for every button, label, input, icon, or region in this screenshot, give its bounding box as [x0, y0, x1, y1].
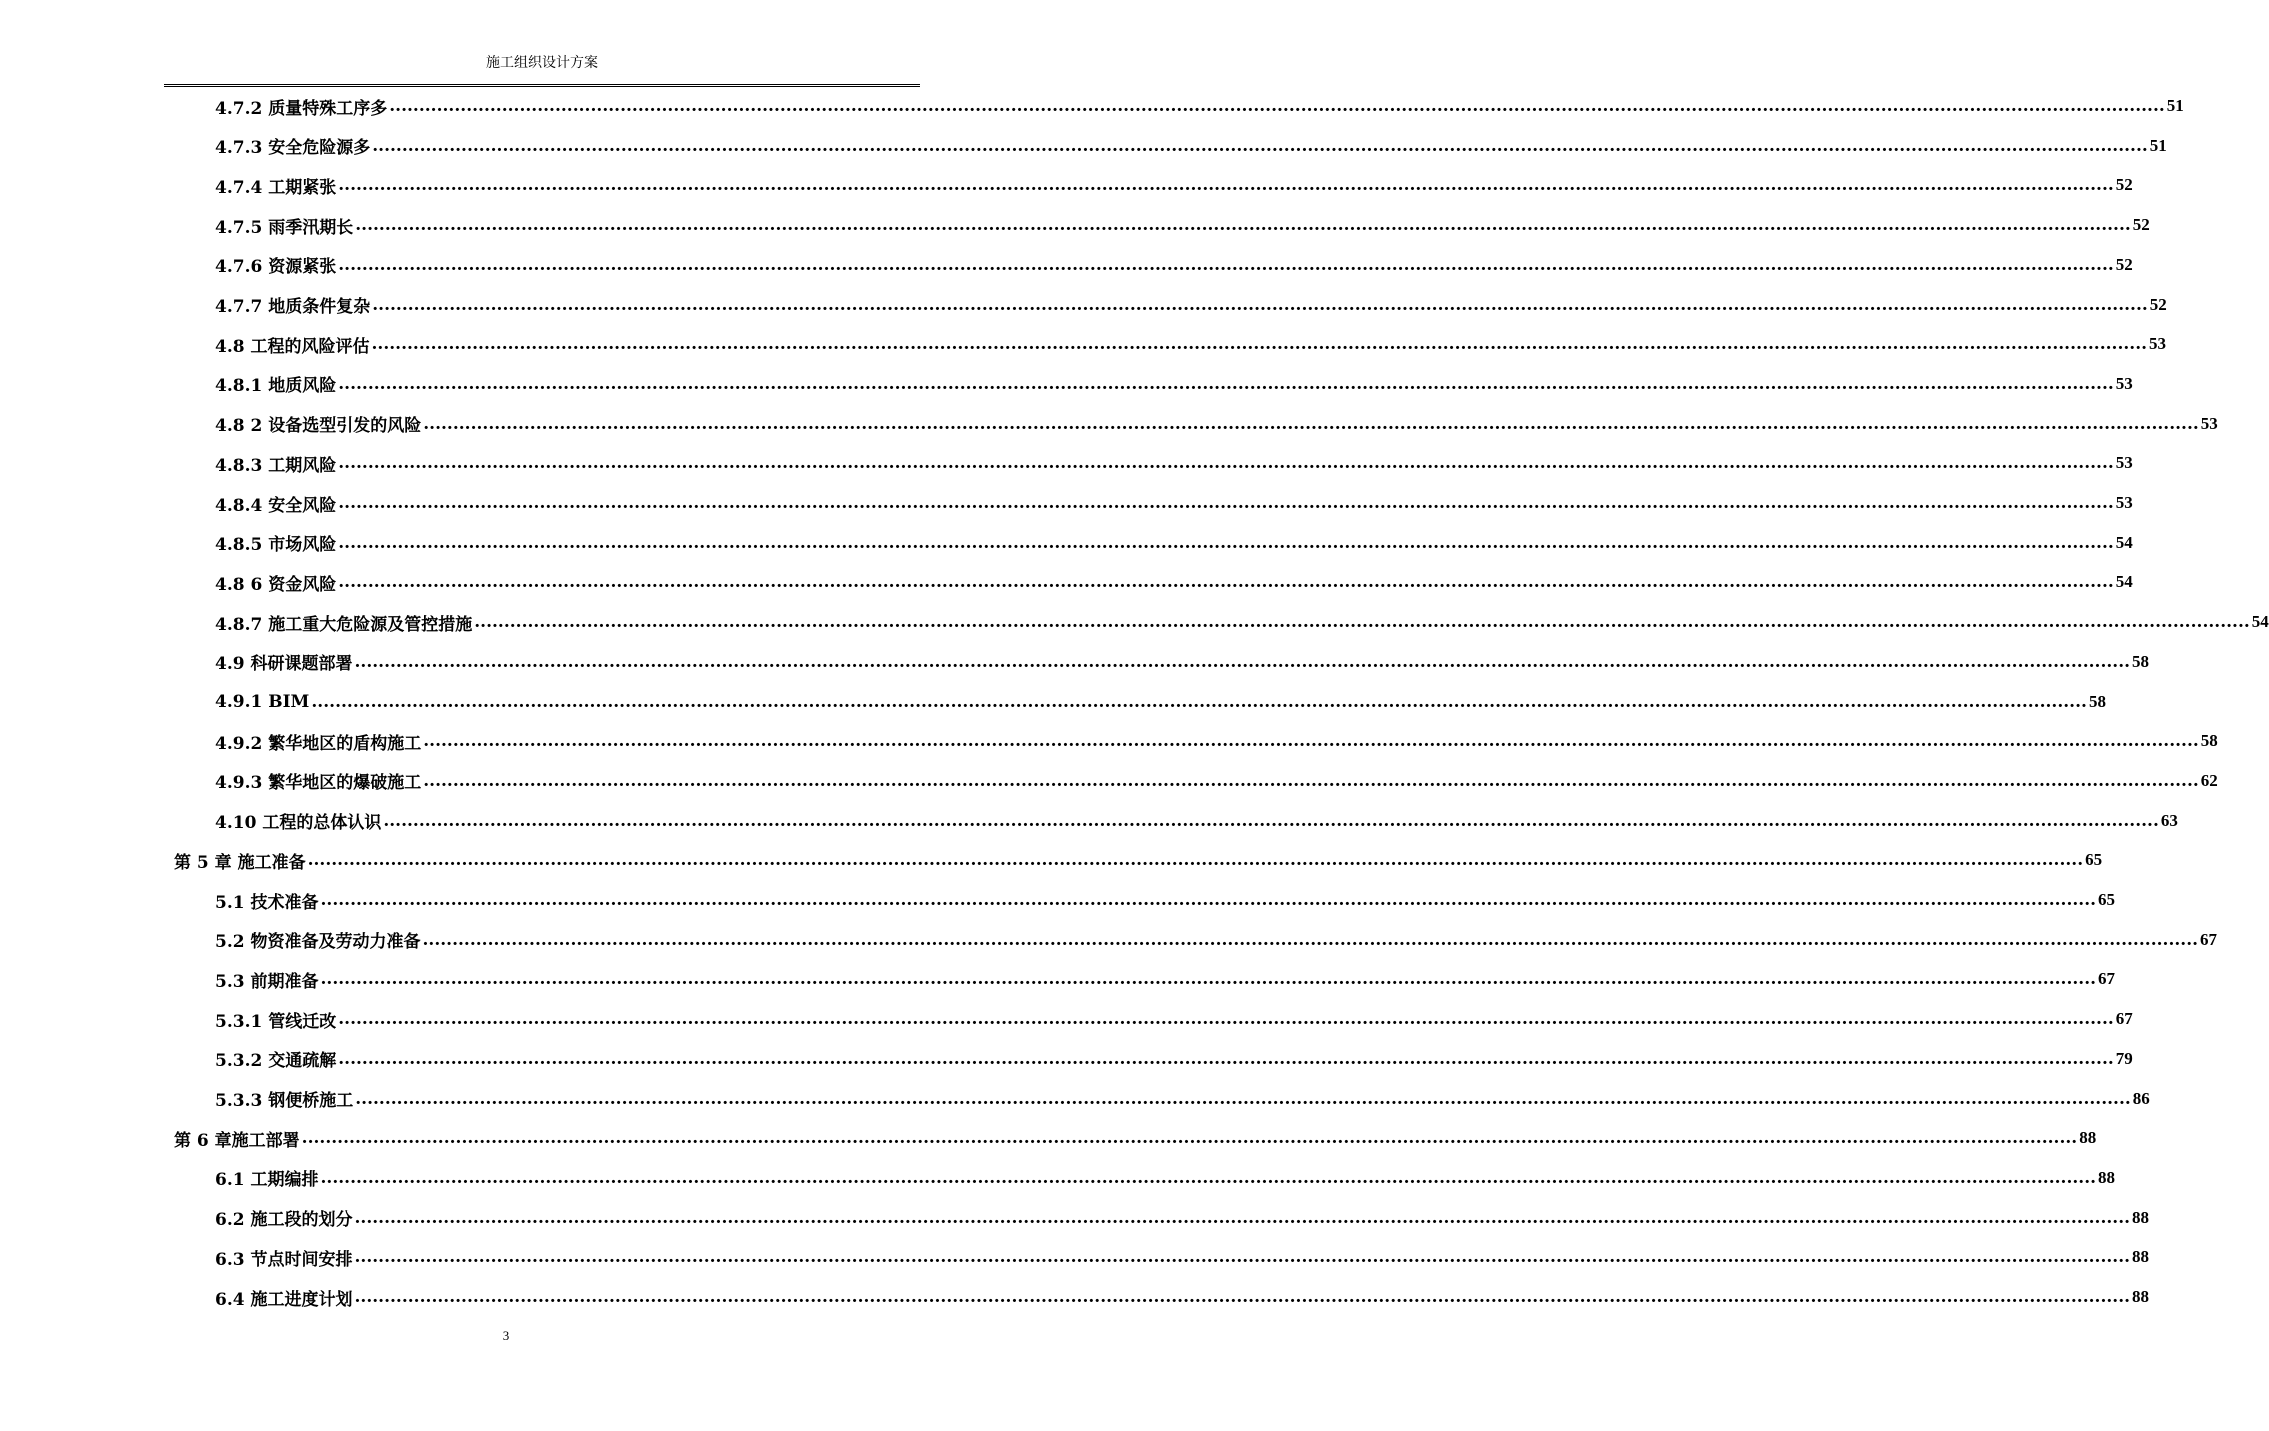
toc-entry-page: 58	[2132, 651, 2150, 671]
toc-entry-label: 5.1 技术准备	[215, 892, 319, 913]
toc-entry-page: 52	[2115, 254, 2133, 274]
toc-dot-leader: ............................................................................................................................................................................................................................................................................................................	[355, 1088, 2131, 1109]
toc-dot-leader: ............................................................................................................................................................................................................................................................................................................	[338, 572, 2114, 593]
toc-entry	[215, 1237, 2150, 1277]
toc-dot-leader: ............................................................................................................................................................................................................................................................................................................	[422, 929, 2199, 950]
toc-entry-page: 67	[2200, 929, 2218, 949]
toc-entry-label: 4.9 科研课题部署	[215, 654, 353, 675]
toc-dot-leader: ............................................................................................................................................................................................................................................................................................................	[423, 731, 2199, 752]
toc-entry	[215, 205, 2150, 245]
toc-dot-leader: ............................................................................................................................................................................................................................................................................................................	[338, 175, 2114, 196]
toc-entry	[215, 959, 2116, 999]
toc-entry-page: 53	[2115, 373, 2133, 393]
toc-dot-leader: ............................................................................................................................................................................................................................................................................................................	[320, 890, 2097, 910]
toc-entry	[215, 801, 2178, 841]
toc-entry-label: 5.3 前期准备	[215, 971, 319, 992]
toc-entry	[215, 324, 2167, 364]
toc-dot-leader: ............................................................................................................................................................................................................................................................................................................	[383, 810, 2159, 831]
toc-entry-page: 88	[2132, 1207, 2150, 1227]
toc-dot-leader: ............................................................................................................................................................................................................................................................................................................	[371, 334, 2148, 355]
toc-entry-page: 54	[2251, 612, 2269, 632]
toc-dot-leader: ............................................................................................................................................................................................................................................................................................................	[320, 969, 2097, 990]
toc-entry-label: 6.1 工期编排	[215, 1170, 319, 1191]
toc-entry-label: 4.8.3 工期风险	[215, 455, 337, 476]
toc-entry-page: 67	[2115, 1009, 2133, 1029]
toc-entry	[215, 404, 2218, 444]
toc-entry	[215, 443, 2133, 483]
toc-entry	[215, 642, 2150, 682]
toc-entry-label: 4.7.7 地质条件复杂	[215, 297, 371, 317]
toc-dot-leader: ............................................................................................................................................................................................................................................................................................................	[338, 373, 2114, 394]
toc-entry-page: 65	[2085, 850, 2103, 870]
toc-entry-page: 51	[2149, 135, 2167, 155]
toc-entry	[215, 1039, 2133, 1079]
header-title: 施工组织设计方案	[486, 55, 598, 71]
toc-entry-label: 5.2 物资准备及劳动力准备	[215, 932, 421, 953]
toc-entry-label: 4.7.2 质量特殊工序多	[215, 98, 388, 119]
toc-dot-leader: ............................................................................................................................................................................................................................................................................................................	[423, 413, 2199, 434]
toc-entry-label: 第 6 章施工部署	[174, 1130, 300, 1151]
toc-entry-label: 4.10 工程的总体认识	[215, 813, 382, 834]
toc-entry-label: 4.7.4 工期紧张	[215, 177, 337, 198]
page-header	[164, 46, 920, 87]
toc-entry-label: 5.3.2 交通疏解	[215, 1051, 337, 1072]
toc-entry	[215, 483, 2133, 523]
toc-entry-page: 53	[2115, 493, 2133, 512]
toc-entry	[215, 1277, 2150, 1317]
toc-entry	[215, 682, 2106, 722]
toc-dot-leader: ............................................................................................................................................................................................................................................................................................................	[338, 493, 2114, 513]
toc-dot-leader: ............................................................................................................................................................................................................................................................................................................	[307, 850, 2084, 871]
toc-entry	[215, 126, 2167, 166]
toc-chapter-entry	[174, 840, 2103, 880]
toc-entry-page: 54	[2115, 532, 2133, 552]
toc-entry	[215, 562, 2133, 602]
toc-entry	[215, 1158, 2116, 1198]
toc-entry	[215, 245, 2133, 285]
page-number: 3	[502, 1328, 510, 1343]
toc-entry-label: 4.8 2 设备选型引发的风险	[215, 416, 422, 437]
toc-entry	[215, 364, 2133, 404]
toc-entry-page: 62	[2200, 770, 2218, 790]
toc-entry-page: 88	[2132, 1247, 2150, 1267]
toc-dot-leader: ............................................................................................................................................................................................................................................................................................................	[338, 1009, 2114, 1030]
toc-entry	[215, 285, 2167, 325]
toc-entry-label: 6.3 节点时间安排	[215, 1249, 353, 1270]
toc-entry-page: 88	[2132, 1287, 2150, 1306]
toc-entry	[215, 86, 2184, 126]
toc-entry	[215, 602, 2269, 642]
toc-entry	[215, 165, 2133, 205]
toc-entry-page: 58	[2200, 731, 2218, 751]
toc-dot-leader: ............................................................................................................................................................................................................................................................................................................	[372, 135, 2148, 156]
toc-entry-label: 4.9.1 BIM	[215, 691, 310, 712]
toc-entry-label: 5.3.1 管线迁改	[215, 1011, 337, 1032]
toc-chapter-entry	[174, 1118, 2097, 1158]
toc-entry-page: 79	[2115, 1048, 2133, 1068]
toc-entry	[215, 721, 2218, 761]
toc-entry-page: 52	[2132, 215, 2150, 235]
toc-entry-page: 88	[2079, 1128, 2097, 1148]
toc-dot-leader: ............................................................................................................................................................................................................................................................................................................	[354, 1287, 2131, 1307]
toc-entry-label: 4.9.3 繁华地区的爆破施工	[215, 773, 422, 794]
toc-entry-label: 4.8.1 地质风险	[215, 376, 337, 397]
toc-dot-leader: ............................................................................................................................................................................................................................................................................................................	[355, 215, 2131, 236]
toc-entry-page: 88	[2098, 1167, 2116, 1187]
toc-entry-label: 4.7.5 雨季汛期长	[215, 217, 354, 238]
toc-entry-page: 53	[2200, 413, 2218, 433]
toc-dot-leader: ............................................................................................................................................................................................................................................................................................................	[311, 691, 2087, 712]
toc-entry-page: 86	[2132, 1088, 2150, 1108]
toc-dot-leader: ............................................................................................................................................................................................................................................................................................................	[389, 96, 2165, 116]
toc-dot-leader: ............................................................................................................................................................................................................................................................................................................	[338, 254, 2114, 275]
toc-entry-page: 67	[2098, 969, 2116, 989]
toc-entry	[215, 761, 2218, 801]
toc-entry	[215, 880, 2116, 920]
toc-entry-label: 5.3.3 钢便桥施工	[215, 1091, 354, 1111]
toc-entry-page: 63	[2160, 810, 2178, 830]
toc-dot-leader: ............................................................................................................................................................................................................................................................................................................	[301, 1128, 2078, 1149]
toc-entry	[215, 1079, 2150, 1119]
toc-entry	[215, 1198, 2150, 1238]
toc-dot-leader: ............................................................................................................................................................................................................................................................................................................	[423, 770, 2199, 791]
toc-entry	[215, 999, 2133, 1039]
toc-entry-label: 4.7.3 安全危险源多	[215, 138, 371, 159]
toc-dot-leader: ............................................................................................................................................................................................................................................................................................................	[474, 612, 2250, 633]
toc-entry-label: 4.8 6 资金风险	[215, 574, 337, 595]
toc-entry-page: 53	[2149, 334, 2167, 354]
toc-entry-label: 6.4 施工进度计划	[215, 1289, 353, 1310]
page-footer	[0, 1328, 1012, 1344]
toc-entry-page: 52	[2149, 294, 2167, 314]
toc-entry-label: 4.7.6 资源紧张	[215, 257, 337, 278]
toc-entry	[215, 920, 2218, 960]
toc-dot-leader: ............................................................................................................................................................................................................................................................................................................	[354, 1207, 2131, 1228]
toc-entry-page: 52	[2115, 175, 2133, 195]
toc-entry-page: 51	[2166, 96, 2184, 115]
toc-entry-page: 53	[2115, 453, 2133, 473]
toc-dot-leader: ............................................................................................................................................................................................................................................................................................................	[372, 294, 2148, 315]
toc-entry-label: 4.8.4 安全风险	[215, 495, 337, 516]
toc-entry	[215, 523, 2133, 563]
toc-entry-label: 4.8.5 市场风险	[215, 535, 337, 556]
toc-dot-leader: ............................................................................................................................................................................................................................................................................................................	[338, 1048, 2114, 1069]
toc-dot-leader: ............................................................................................................................................................................................................................................................................................................	[354, 1247, 2131, 1268]
toc-entry-label: 4.8.7 施工重大危险源及管控措施	[215, 614, 473, 635]
toc-entry-page: 58	[2088, 691, 2106, 711]
toc-dot-leader: ............................................................................................................................................................................................................................................................................................................	[354, 651, 2131, 672]
toc-dot-leader: ............................................................................................................................................................................................................................................................................................................	[338, 453, 2114, 474]
toc-entry-label: 6.2 施工段的划分	[215, 1210, 353, 1231]
toc-entry-page: 65	[2098, 890, 2116, 909]
toc-dot-leader: ............................................................................................................................................................................................................................................................................................................	[320, 1167, 2097, 1188]
toc-entry-label: 4.9.2 繁华地区的盾构施工	[215, 733, 422, 754]
toc-dot-leader: ............................................................................................................................................................................................................................................................................................................	[338, 532, 2114, 553]
toc-entry-page: 54	[2115, 572, 2133, 592]
toc-entry-label: 第 5 章 施工准备	[174, 852, 306, 873]
toc-entry-label: 4.8 工程的风险评估	[215, 336, 370, 357]
